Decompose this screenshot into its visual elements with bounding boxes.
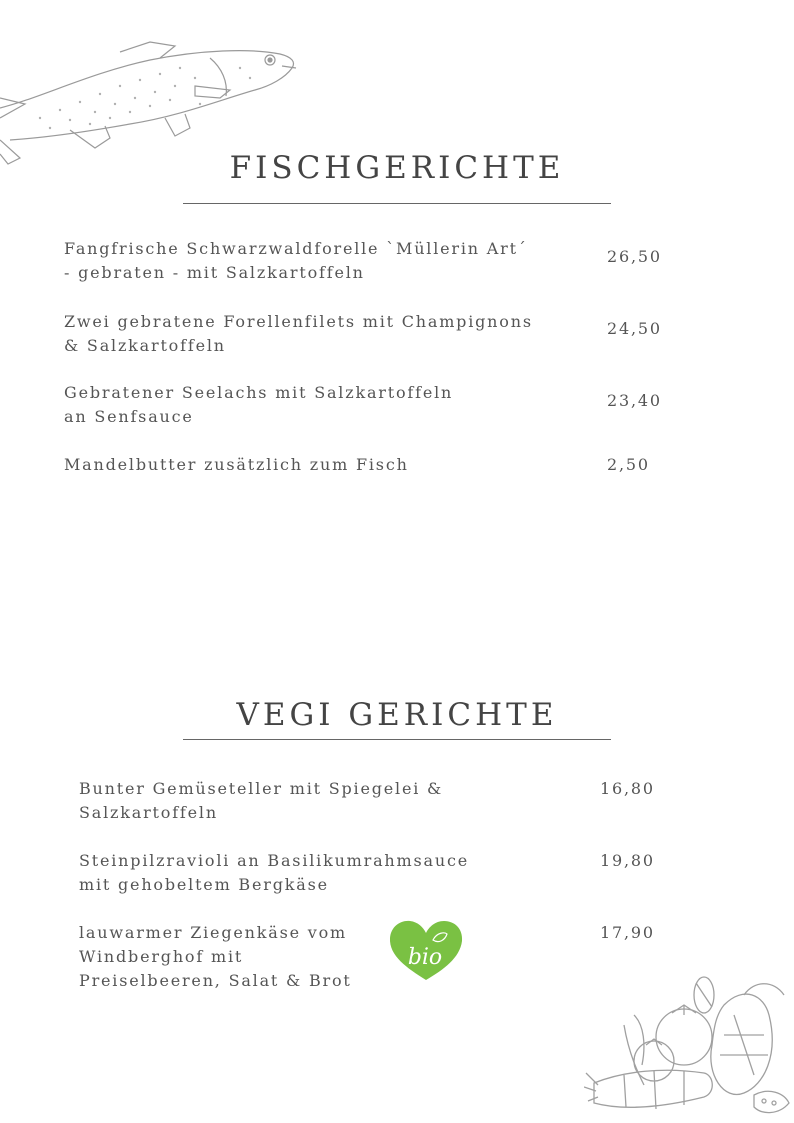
bio-heart-icon <box>387 918 465 984</box>
fish-item-2-text: Zwei gebratene Forellenfilets mit Champignons & Salzkartoffeln <box>64 312 533 355</box>
fish-heading-divider <box>183 203 611 204</box>
fish-item-3-text: Gebratener Seelachs mit Salzkartoffeln an Senfsauce <box>64 383 454 426</box>
fish-item-4-text: Mandelbutter zusätzlich zum Fisch <box>64 455 409 474</box>
vegi-item-1-price: 16,80 <box>600 779 655 798</box>
vegi-item-1-text: Bunter Gemüseteller mit Spiegelei & Salzkartoffeln <box>79 779 444 822</box>
trout-illustration-icon <box>0 38 300 168</box>
vegi-item-3-text: lauwarmer Ziegenkäse vom Windberghof mit Preiselbeeren, Salat & Brot <box>79 923 352 990</box>
bio-badge-text: bio <box>407 945 443 970</box>
vegi-section-heading: VEGI GERICHTE <box>236 697 558 733</box>
fish-section-heading: FISCHGERICHTE <box>229 150 565 186</box>
fish-item-3-price: 23,40 <box>607 391 662 410</box>
fish-item-2-price: 24,50 <box>607 319 662 338</box>
vegi-item-3-price: 17,90 <box>600 923 655 942</box>
vegi-item-2-price: 19,80 <box>600 851 655 870</box>
fish-item-1-text: Fangfrische Schwarzwaldforelle `Müllerin Art´ - gebraten - mit Salzkartoffeln <box>64 239 528 282</box>
vegi-heading-divider <box>183 739 611 740</box>
fish-item-1-price: 26,50 <box>607 247 662 266</box>
fish-item-4-price: 2,50 <box>607 455 650 474</box>
vegi-item-2-text: Steinpilzravioli an Basilikumrahmsauce mit gehobeltem Bergkäse <box>79 851 469 894</box>
vegetables-illustration-icon <box>584 975 794 1123</box>
